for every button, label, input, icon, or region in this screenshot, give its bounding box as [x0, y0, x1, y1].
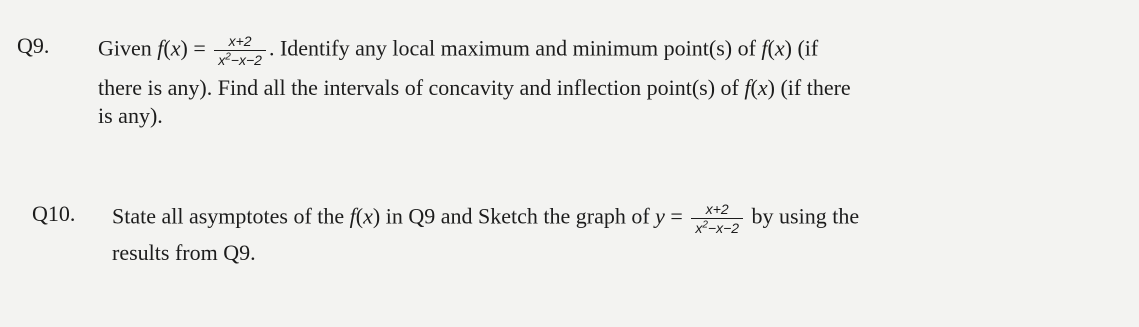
q9-fraction [214, 33, 266, 68]
q9-var-x-3: x [757, 75, 768, 100]
q10-line1-sketch: in Q9 and Sketch the graph of [380, 203, 656, 229]
q10-den-x: x [695, 220, 703, 236]
q10-den-rest: −x−2 [707, 220, 740, 236]
q9-var-x: x [170, 35, 181, 61]
q9-func-f-2: f [761, 35, 768, 61]
q9-line-1: Given f(x) = $\frac{x+2}{x^2-x-2}$ . Identify any local maximum and minimum point(s) of f(x) (if [98, 33, 819, 68]
q9-func-f-3: f [744, 75, 751, 100]
q9-line1-if: (if [791, 35, 819, 61]
q9-den-rest: −x−2 [230, 52, 262, 68]
q9-line-3: is any). [98, 103, 163, 128]
q9-den-exponent: 2 [225, 51, 231, 63]
q9-line-2: there is any). Find all the intervals of concavity and inflection point(s) of f(x) (if there [98, 75, 851, 100]
q9-line2-text: there is any). Find all the intervals of concavity and inflection point(s) of [98, 75, 745, 100]
q10-func-f: f [349, 203, 356, 229]
q9-den-x: x [218, 52, 226, 68]
q10-den-exponent: 2 [702, 219, 708, 231]
q10-line-1: State all asymptotes of the f(x) in Q9 and Sketch the graph of y = $\frac{x+2}{x^2-x-2}$ by using the [112, 201, 860, 236]
q9-fraction-denominator [214, 51, 266, 68]
q9-equals: = [187, 35, 212, 61]
q10-equals: = [664, 203, 689, 229]
q10-fraction [691, 201, 743, 236]
q10-var-y: y [655, 203, 665, 229]
q9-line2-if-there: (if there [774, 75, 851, 100]
q10-fraction-denominator [691, 219, 743, 236]
q10-line-2: results from Q9. [112, 240, 256, 265]
q10-var-x: x [363, 203, 373, 229]
q9-fraction-numerator: x+2 [214, 33, 266, 51]
q10-fraction-numerator: x+2 [691, 201, 743, 219]
q9-func-f: f [157, 35, 164, 61]
q10-number: Q10. [32, 201, 76, 226]
q10-line1-using: by using the [746, 203, 860, 229]
q9-var-x-2: x [774, 35, 785, 61]
q10-line1-state: State all asymptotes of the [112, 203, 350, 229]
q9-number: Q9. [17, 33, 50, 58]
q9-line1-given: Given [98, 35, 158, 61]
q9-line1-identify: . Identify any local maximum and minimum point(s) of [268, 35, 762, 61]
